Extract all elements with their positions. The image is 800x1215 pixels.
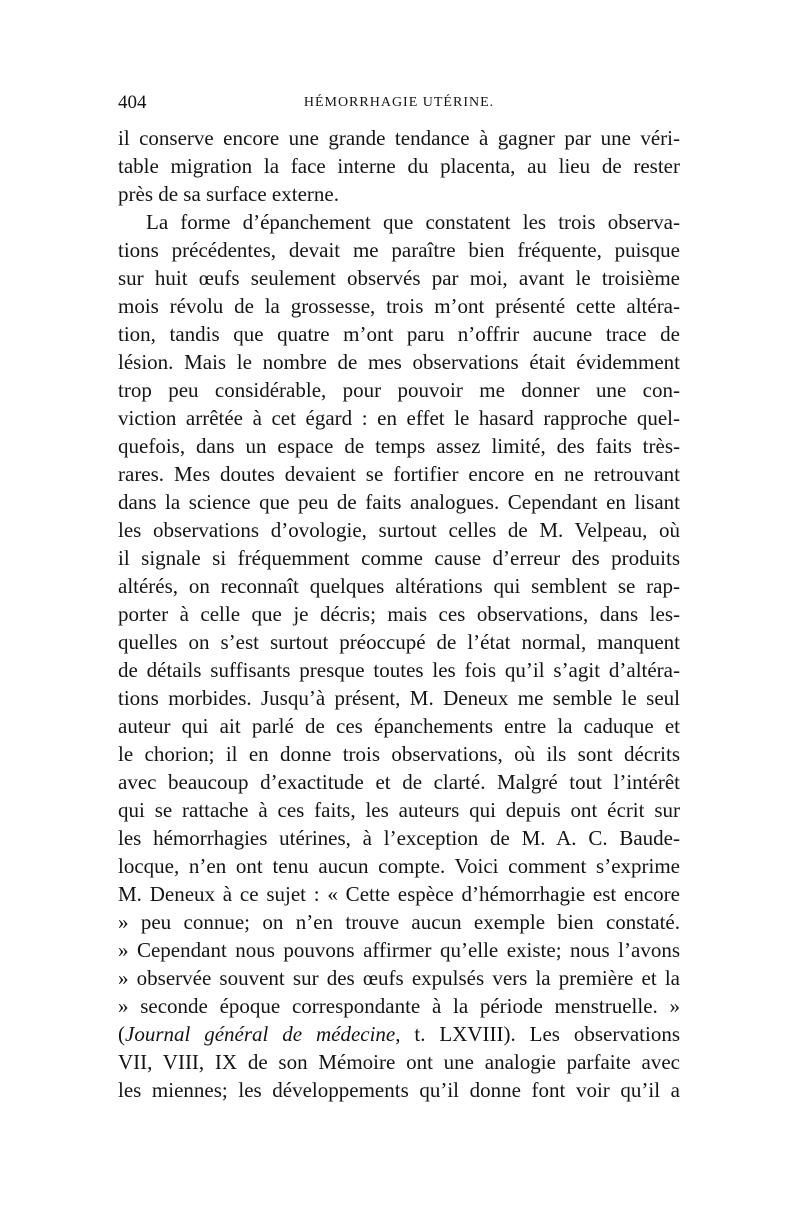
page-header — [118, 92, 680, 122]
text-line-16: il signale si fréquemment comme cause d’erreur des produits — [118, 546, 680, 570]
text-line-11: viction arrêtée à cet égard : en effet le hasard rapproche quel- — [118, 406, 680, 430]
text-line-33 — [118, 1020, 680, 1048]
text-line-26: les hémorrhagies utérines, à l’exception de M. A. C. Baude- — [118, 826, 680, 850]
text-line-33-tail: Les observations — [529, 1022, 680, 1046]
text-line-17: altérés, on reconnaît quelques altérations qui semblent se rap- — [118, 574, 680, 598]
text-line-9: lésion. Mais le nombre de mes observations était évidemment — [118, 350, 680, 374]
text-line-13: rares. Mes doutes devaient se fortifier encore en ne retrouvant — [118, 462, 680, 486]
text-line-32: » seconde époque correspondante à la période menstruelle. » — [118, 994, 680, 1018]
text-line-5: tions précédentes, devait me paraître bien fréquente, puisque — [118, 238, 680, 262]
page-number: 404 — [118, 92, 147, 113]
text-line-4: La forme d’épanchement que constatent les trois observa- — [146, 210, 680, 234]
text-line-7: mois révolu de la grossesse, trois m’ont présenté cette altéra- — [118, 294, 680, 318]
text-line-2: table migration la face interne du placenta, au lieu de rester — [118, 154, 680, 178]
text-line-14: dans la science que peu de faits analogues. Cependant en lisant — [118, 490, 680, 514]
journal-title: Journal général de médecine — [125, 1022, 396, 1046]
text-line-19: quelles on s’est surtout préoccupé de l’état normal, manquent — [118, 630, 680, 654]
text-line-34: VII, VIII, IX de son Mémoire ont une analogie parfaite avec — [118, 1050, 680, 1074]
text-line-25: qui se rattache à ces faits, les auteurs qui depuis ont écrit sur — [118, 798, 680, 822]
text-line-30: » Cependant nous pouvons affirmer qu’elle existe; nous l’avons — [118, 938, 680, 962]
text-line-1: il conserve encore une grande tendance à gagner par une véri- — [118, 126, 680, 150]
text-line-35: les miennes; les développements qu’il donne font voir qu’il a — [118, 1078, 680, 1102]
text-line-22: auteur qui ait parlé de ces épanchements entre la caduque et — [118, 714, 680, 738]
text-line-20: de détails suffisants presque toutes les fois qu’il s’agit d’altéra- — [118, 658, 680, 682]
text-line-21: tions morbides. Jusqu’à présent, M. Deneux me semble le seul — [118, 686, 680, 710]
text-line-15: les observations d’ovologie, surtout celles de M. Velpeau, où — [118, 518, 680, 542]
text-line-24: avec beaucoup d’exactitude et de clarté. Malgré tout l’intérêt — [118, 770, 680, 794]
text-line-31: » observée souvent sur des œufs expulsés vers la première et la — [118, 966, 680, 990]
text-line-29: » peu connue; on n’en trouve aucun exemple bien constaté. — [118, 910, 680, 934]
text-line-10: trop peu considérable, pour pouvoir me donner une con- — [118, 378, 680, 402]
text-line-3: près de sa surface externe. — [118, 182, 339, 206]
text-line-23: le chorion; il en donne trois observations, où ils sont décrits — [118, 742, 680, 766]
text-line-18: porter à celle que je décris; mais ces observations, dans les- — [118, 602, 680, 626]
text-line-27: locque, n’en ont tenu aucun compte. Voici comment s’exprime — [118, 854, 680, 878]
citation-rest: , t. LXVIII). — [395, 1022, 516, 1046]
text-line-12: quefois, dans un espace de temps assez limité, des faits très- — [118, 434, 680, 458]
text-line-28: M. Deneux à ce sujet : « Cette espèce d’hémorrhagie est encore — [118, 882, 680, 906]
text-line-8: tion, tandis que quatre m’ont paru n’offrir aucune trace de — [118, 322, 680, 346]
text-line-6: sur huit œufs seulement observés par moi, avant le troisième — [118, 266, 680, 290]
citation-open: ( — [118, 1022, 125, 1046]
running-title: HÉMORRHAGIE UTÉRINE. — [303, 95, 495, 110]
